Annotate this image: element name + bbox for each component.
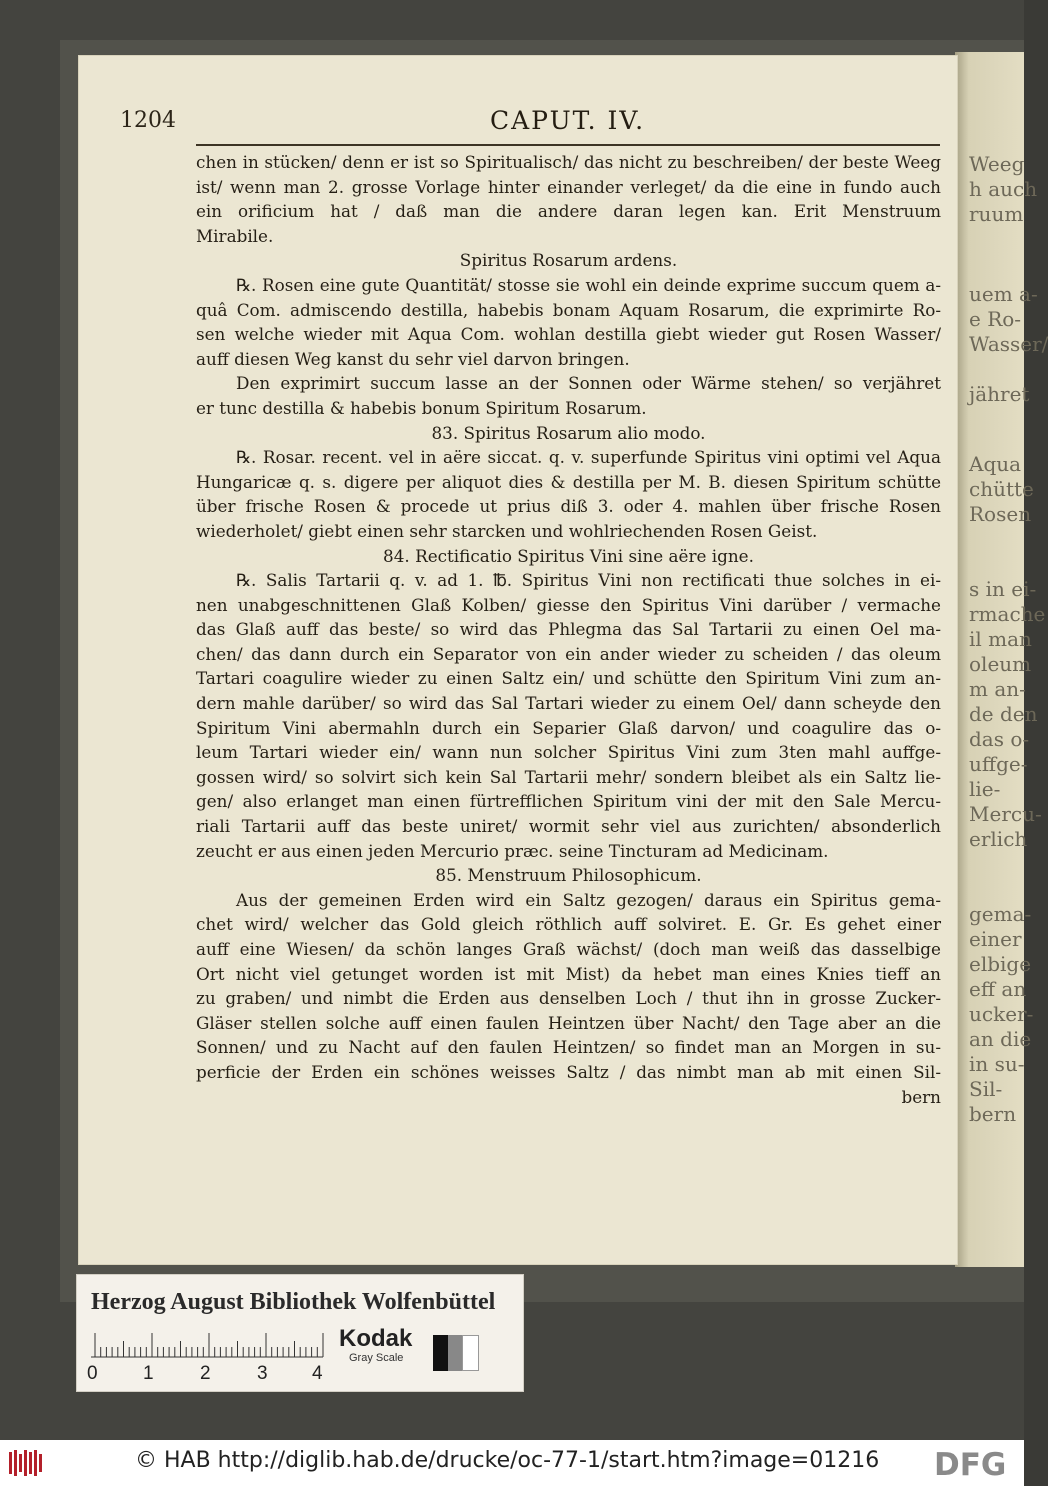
library-color-card	[76, 1274, 524, 1392]
ruler-number: 4	[312, 1363, 323, 1384]
text-line: chen/ das dann durch ein Separator von ein ander wieder zu scheiden / das oleum	[196, 643, 941, 664]
text-line: Gläser stellen solche auff einen faulen Heintzen über Nacht/ den Tage aber an die	[196, 1012, 941, 1033]
text-line: zeucht er aus einen jeden Mercurio præc. seine Tincturam ad Medicinam.	[196, 840, 829, 861]
text-line: riali Tartarii auff das beste uniret/ wormit sehr viel aus zurichten/ absonderlich	[196, 816, 941, 837]
section-heading: 84. Rectificatio Spiritus Vini sine aëre igne.	[383, 545, 754, 566]
text-line: über frische Rosen & procede ut prius diß 3. oder 4. mahlen über frische Rosen	[196, 496, 941, 517]
text-line: ℞. Rosar. recent. vel in aëre siccat. q. v. superfunde Spiritus vini optimi vel Aqua	[236, 447, 941, 468]
text-line: Den exprimirt succum lasse an der Sonnen oder Wärme stehen/ so verjähret	[236, 373, 941, 394]
text-line: ist/ wenn man 2. grosse Vorlage hinter einander verleget/ da die eine in fundo auch	[196, 176, 941, 197]
text-line: dern mahle darüber/ so wird das Sal Tartari wieder zu einem Oel/ dann scheyde den	[196, 693, 941, 714]
hab-logo-icon	[8, 1448, 46, 1478]
text-line: gossen wird/ so solvirt sich kein Sal Tartarii mehr/ sondern bleibet als ein Saltz lie-	[196, 766, 941, 787]
swatch-gray	[448, 1335, 463, 1371]
text-line: Sonnen/ und zu Nacht auf den faulen Heintzen/ so findet man an Morgen in su-	[196, 1037, 941, 1058]
ruler-number: 1	[143, 1363, 154, 1384]
ruler-numbers	[87, 1363, 347, 1385]
measurement-ruler	[91, 1329, 331, 1359]
text-line: er tunc destilla & habebis bonum Spiritum Rosarum.	[196, 397, 647, 418]
footer-bar	[0, 1440, 1024, 1486]
page-number: 1204	[120, 108, 176, 133]
adjacent-page-edge: Weeg h auch ruum uem a- e Ro- Wasser/ jähret Aqua chütte Rosen s in ei- rmache il man oleum m an- de den das o- uffge- lie- Mercu- erlich gema- einer elbige eff an ucker- an die in su- Sil- bern	[955, 52, 1024, 1267]
text-line: chet wird/ welcher das Gold gleich röthlich auff solviret. E. Gr. Es gehet einer	[196, 914, 941, 935]
text-line: perficie der Erden ein schönes weisses Saltz / das nimbt man ab mit einen Sil-	[196, 1061, 941, 1082]
copyright-link[interactable]: © HAB http://diglib.hab.de/drucke/oc-77-1/start.htm?image=01216	[135, 1448, 880, 1473]
library-name: Herzog August Bibliothek Wolfenbüttel	[91, 1289, 496, 1315]
text-line: ℞. Rosen eine gute Quantität/ stosse sie wohl ein deinde exprime succum quem a-	[236, 274, 941, 295]
text-line: zu graben/ und nimbt die Erden aus denselben Loch / thut ihn in grosse Zucker-	[196, 988, 941, 1009]
text-line: Aus der gemeinen Erden wird ein Saltz gezogen/ daraus ein Spiritus gema-	[236, 889, 941, 910]
catchword: bern	[901, 1086, 941, 1107]
body-text	[196, 150, 941, 1109]
text-line: ein orificium hat / daß man die andere daran legen kan. Erit Menstruum	[196, 201, 941, 222]
text-line: sen welche wieder mit Aqua Com. wohlan destilla giebt wieder gut Rosen Wasser/	[196, 324, 941, 345]
text-line: Hungaricæ q. s. digere per aliquot dies & destilla per M. B. diesen Spiritum schütte	[196, 471, 941, 492]
text-line: quâ Com. admiscendo destilla, habebis bonam Aquam Rosarum, die exprimirte Ro-	[196, 299, 941, 320]
text-line: ℞. Salis Tartarii q. v. ad 1. ℔. Spiritus Vini non rectificati thue solches in ei-	[236, 570, 941, 591]
text-line: das Glaß auff das beste/ so wird das Phlegma das Sal Tartarii zu einen Oel ma-	[196, 619, 941, 640]
dfg-logo-icon	[934, 1446, 1018, 1483]
gray-scale-label: Gray Scale	[349, 1352, 404, 1364]
text-line: auff eine Wiesen/ da schön langes Graß wächst/ (doch man weiß das dasselbige	[196, 939, 941, 959]
gray-scale-swatches	[433, 1335, 479, 1371]
text-line: nen unabgeschnittenen Glaß Kolben/ giesse den Spiritus Vini darüber / vermache	[196, 594, 941, 615]
text-line: Spiritum Vini abermahln durch ein Separier Glaß darvon/ und coagulire das o-	[196, 717, 941, 738]
text-line: Ort nicht viel getunget worden ist mit Mist) da hebet man eines Knies tieff an	[196, 963, 941, 984]
section-heading: 83. Spiritus Rosarum alio modo.	[431, 422, 706, 443]
swatch-black	[433, 1335, 448, 1371]
dfg-logo-text: DFG	[934, 1447, 1007, 1483]
text-line: chen in stücken/ denn er ist so Spiritualisch/ das nicht zu beschreiben/ der beste Weeg	[196, 152, 941, 172]
text-line: Tartari coagulire wieder zu einen Saltz ein/ und schütte den Spiritum Vini zum an-	[196, 668, 941, 689]
ruler-number: 3	[257, 1363, 268, 1384]
section-heading: 85. Menstruum Philosophicum.	[435, 865, 702, 886]
text-line: Mirabile.	[196, 225, 274, 246]
ruler-number: 2	[200, 1363, 211, 1384]
text-line: leum Tartari wieder ein/ wann nun solcher Spiritus Vini zum 3ten mahl auffge-	[196, 742, 941, 763]
swatch-white	[462, 1335, 479, 1371]
text-line: gen/ also erlanget man einen fürtrefflichen Spiritum vini der mit den Sale Mercu-	[196, 791, 941, 812]
section-heading: Spiritus Rosarum ardens.	[459, 250, 678, 271]
kodak-brand: Kodak	[339, 1325, 413, 1352]
text-line: wiederholet/ giebt einen sehr starcken und wohlriechenden Rosen Geist.	[196, 520, 818, 541]
ruler-number: 0	[87, 1363, 98, 1384]
text-line: auff diesen Weg kanst du sehr viel darvon bringen.	[196, 348, 630, 369]
running-head: CAPUT. IV.	[490, 106, 646, 135]
header-rule	[196, 144, 940, 146]
